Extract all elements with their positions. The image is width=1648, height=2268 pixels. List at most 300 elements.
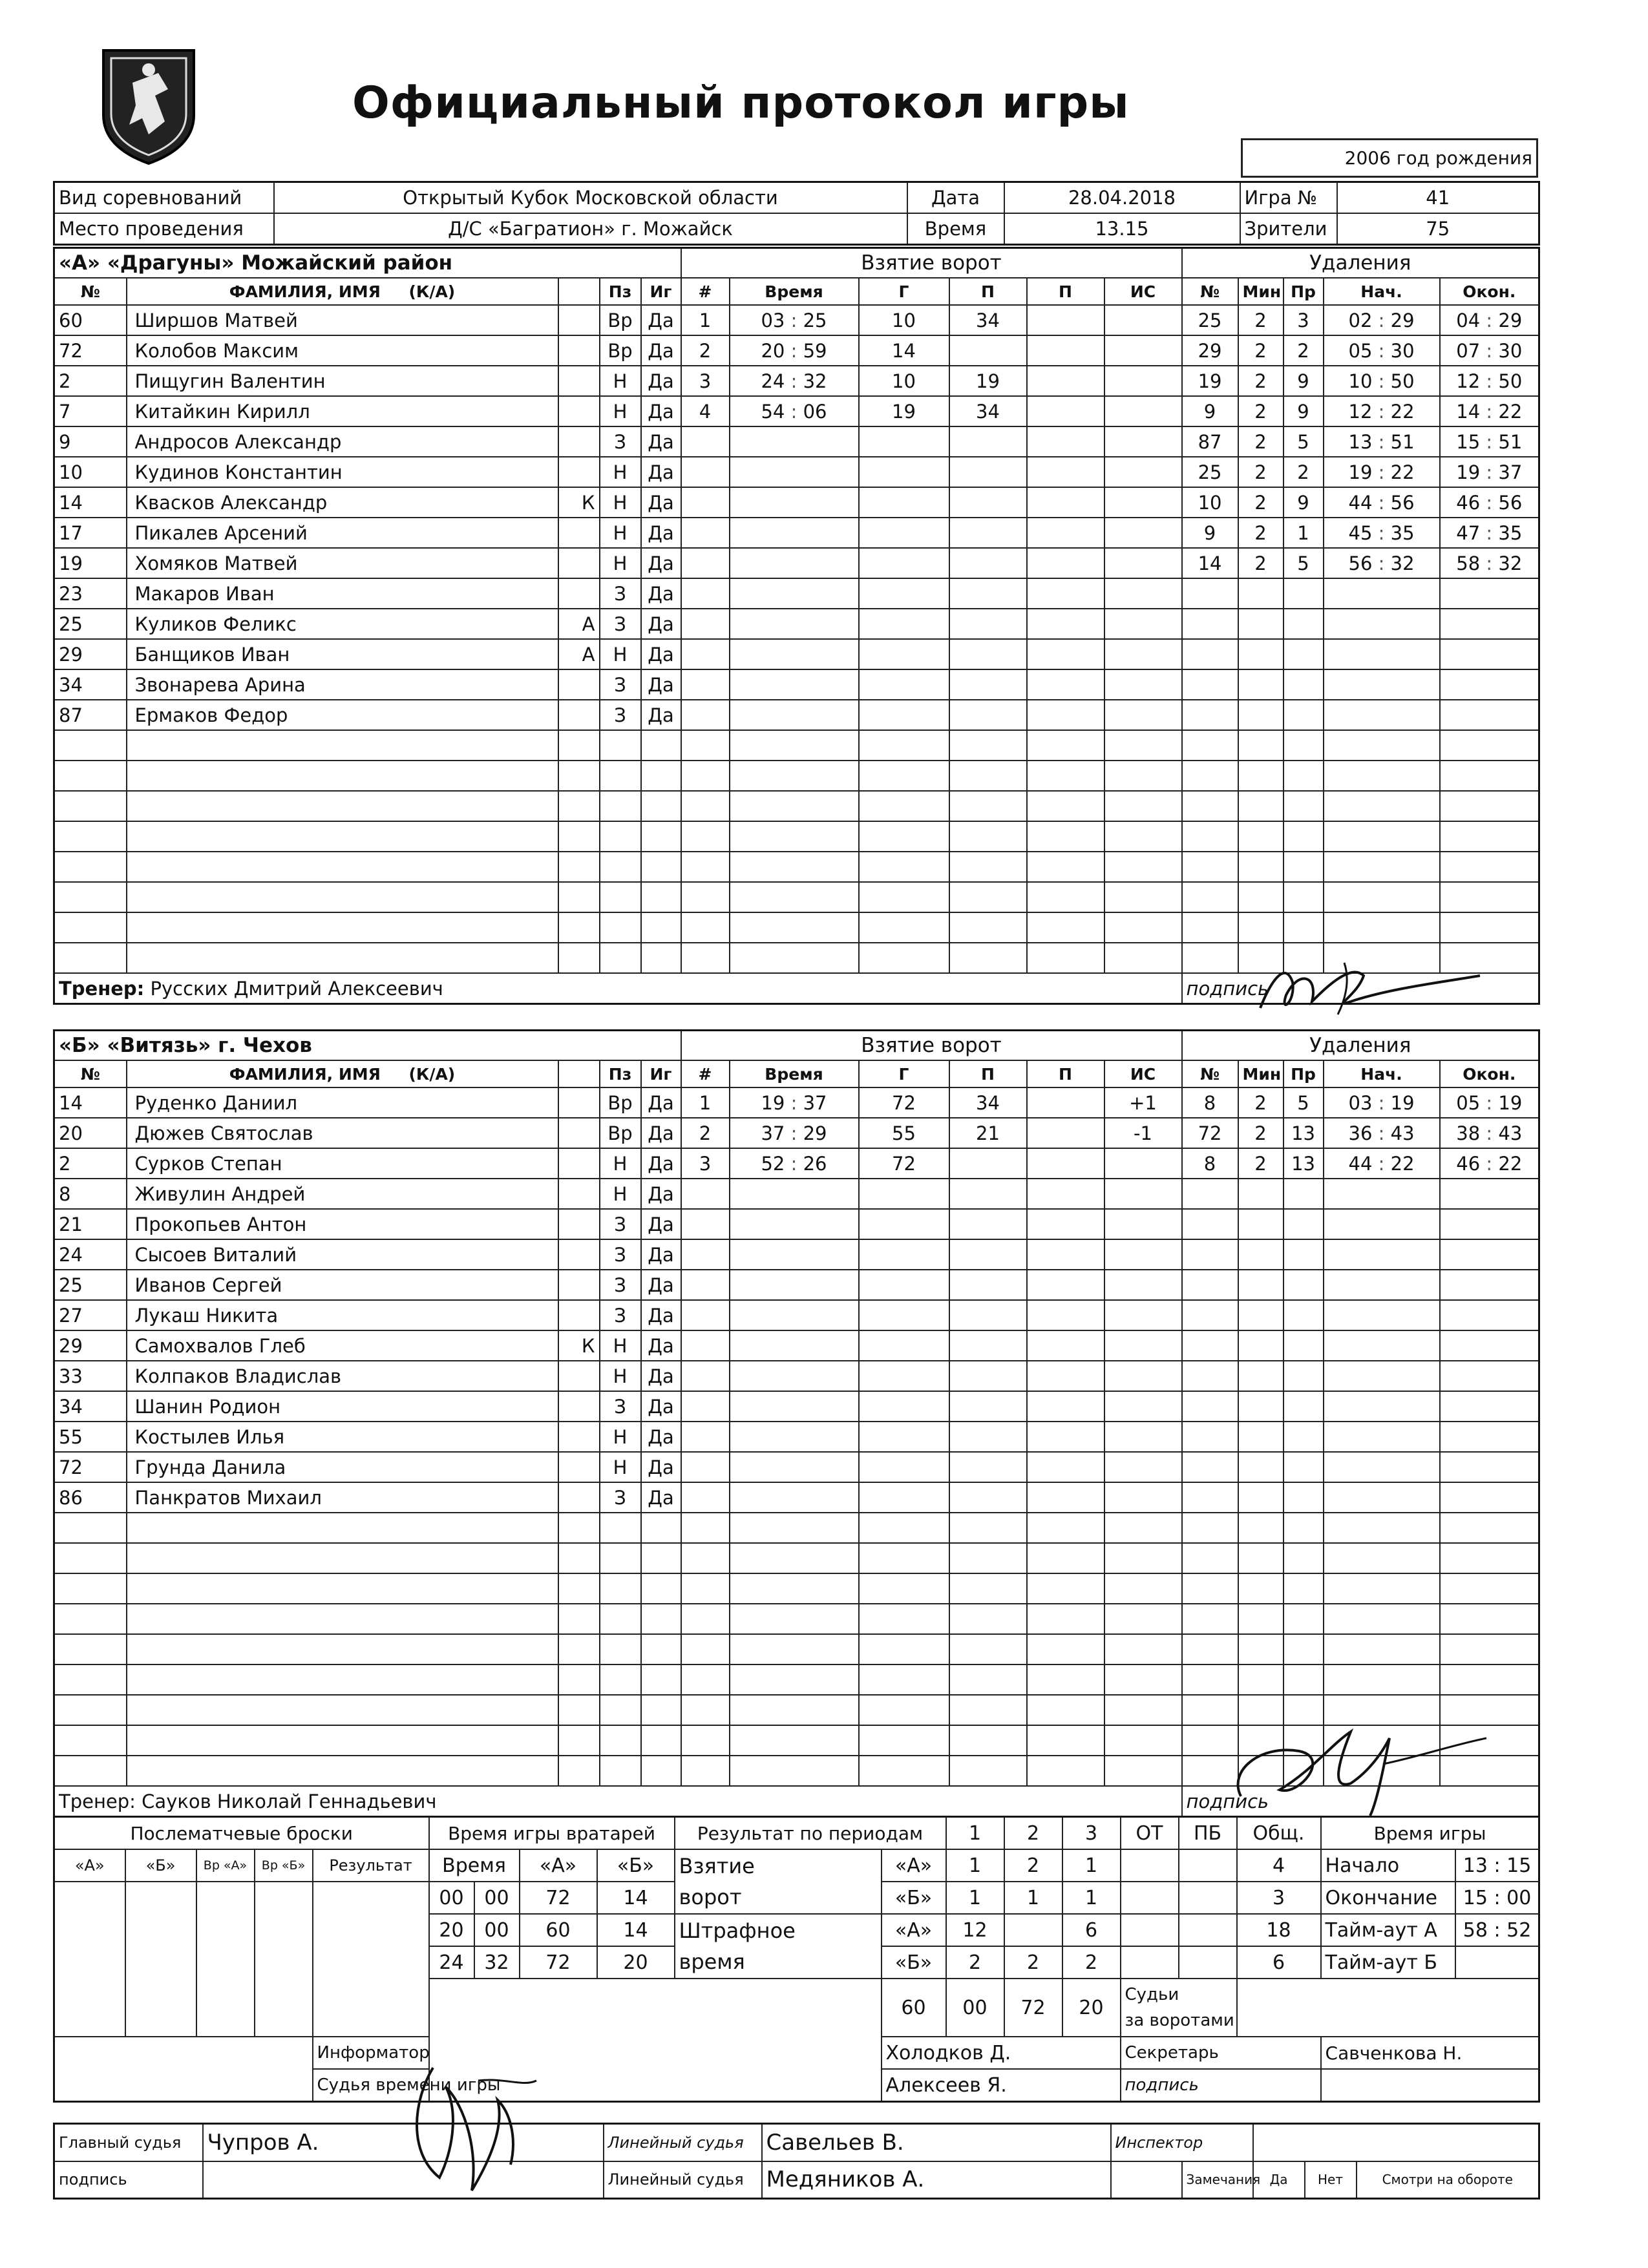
player-position: З xyxy=(600,1209,641,1239)
player-role xyxy=(558,1118,600,1148)
table-row xyxy=(54,669,1539,700)
player-number: 33 xyxy=(54,1361,127,1391)
penalty-reason xyxy=(1284,852,1324,882)
penalty-end xyxy=(1440,852,1539,882)
goal-assist-1 xyxy=(949,669,1027,700)
pim-a-p3: 6 xyxy=(1062,1914,1121,1946)
player-role xyxy=(558,821,600,852)
header-info-table xyxy=(53,181,1540,246)
penalty-player xyxy=(1182,1604,1238,1634)
player-role xyxy=(558,669,600,700)
penalty-start xyxy=(1324,1543,1440,1573)
goal-scorer xyxy=(859,1270,949,1300)
penalty-end xyxy=(1440,1543,1539,1573)
player-role xyxy=(558,1634,600,1664)
goal-assist-2 xyxy=(1027,912,1104,943)
player-number xyxy=(54,1543,127,1573)
goal-strength xyxy=(1104,852,1182,882)
player-position xyxy=(600,761,641,791)
goalie-row-4-mm: 60 xyxy=(882,1979,946,2037)
col-goal-num: # xyxy=(681,278,730,305)
goal-assist-2 xyxy=(1027,1209,1104,1239)
player-name: Самохвалов Глеб xyxy=(127,1330,558,1361)
penalty-start: 56 : 32 xyxy=(1324,548,1440,578)
player-number: 8 xyxy=(54,1179,127,1209)
goal-time xyxy=(730,1209,859,1239)
player-position: Н xyxy=(600,1361,641,1391)
goals-b-p3: 1 xyxy=(1062,1882,1121,1914)
player-number: 72 xyxy=(54,335,127,366)
player-number xyxy=(54,1573,127,1604)
player-role xyxy=(558,1209,600,1239)
table-row xyxy=(54,609,1539,639)
player-number xyxy=(54,1695,127,1725)
penalty-end xyxy=(1440,1300,1539,1330)
player-role xyxy=(558,335,600,366)
goal-number: 4 xyxy=(681,396,730,426)
goal-assist-2 xyxy=(1027,1422,1104,1452)
penalty-player xyxy=(1182,639,1238,669)
goal-strength xyxy=(1104,730,1182,761)
player-number xyxy=(54,761,127,791)
player-role xyxy=(558,1573,600,1604)
goal-assist-2 xyxy=(1027,1087,1104,1118)
player-name: Руденко Даниил xyxy=(127,1087,558,1118)
player-name: Лукаш Никита xyxy=(127,1300,558,1330)
table-row xyxy=(54,1148,1539,1179)
player-played xyxy=(641,1543,681,1573)
goal-assist-2 xyxy=(1027,1300,1104,1330)
goal-time xyxy=(730,1756,859,1786)
league-logo xyxy=(97,44,200,167)
table-row xyxy=(54,518,1539,548)
penalty-reason xyxy=(1284,882,1324,912)
penalty-end xyxy=(1440,1361,1539,1391)
penalty-end: 58 : 32 xyxy=(1440,548,1539,578)
player-role xyxy=(558,1087,600,1118)
venue-label: Место проведения xyxy=(54,213,274,245)
goal-judges-value xyxy=(1237,1979,1539,2037)
penalty-end: 05 : 19 xyxy=(1440,1087,1539,1118)
player-name: Андросов Александр xyxy=(127,426,558,457)
player-number: 55 xyxy=(54,1422,127,1452)
team-b-coach-signature xyxy=(1221,1706,1493,1816)
player-number: 86 xyxy=(54,1482,127,1513)
penalty-minutes xyxy=(1238,1209,1284,1239)
player-role xyxy=(558,1270,600,1300)
goal-assist-1 xyxy=(949,1725,1027,1756)
spectators-value: 75 xyxy=(1337,213,1539,245)
goal-assist-2 xyxy=(1027,457,1104,487)
penalty-player xyxy=(1182,882,1238,912)
informer-label: Информатор xyxy=(313,2037,474,2069)
secretary-label: Секретарь xyxy=(1121,2037,1321,2069)
goal-assist-2 xyxy=(1027,1664,1104,1695)
player-role xyxy=(558,700,600,730)
timeout-b-label: Тайм-аут Б xyxy=(1321,1946,1455,1979)
penalty-end xyxy=(1440,1634,1539,1664)
goal-time xyxy=(730,1179,859,1209)
goal-strength xyxy=(1104,518,1182,548)
team-b-penalties-title: Удаления xyxy=(1182,1031,1539,1061)
player-played xyxy=(641,852,681,882)
goal-assist-2 xyxy=(1027,609,1104,639)
player-name xyxy=(127,1695,558,1725)
goal-time xyxy=(730,1725,859,1756)
team-b-goals-title: Взятие ворот xyxy=(681,1031,1182,1061)
goal-number xyxy=(681,518,730,548)
penalty-end xyxy=(1440,1573,1539,1604)
player-played xyxy=(641,1604,681,1634)
goal-strength xyxy=(1104,426,1182,457)
table-row xyxy=(54,548,1539,578)
penalty-end: 47 : 35 xyxy=(1440,518,1539,548)
penalty-start: 02 : 29 xyxy=(1324,305,1440,335)
player-position xyxy=(600,1756,641,1786)
goal-time xyxy=(730,578,859,609)
player-played: Да xyxy=(641,1330,681,1361)
col-pen-end: Окон. xyxy=(1440,1060,1539,1087)
player-role xyxy=(558,1664,600,1695)
penalty-reason xyxy=(1284,1179,1324,1209)
goal-scorer xyxy=(859,548,949,578)
goal-number xyxy=(681,1300,730,1330)
table-row xyxy=(54,700,1539,730)
player-role xyxy=(558,730,600,761)
col-pz: Пз xyxy=(600,1060,641,1087)
table-row xyxy=(54,487,1539,518)
player-number: 14 xyxy=(54,487,127,518)
goal-time xyxy=(730,821,859,852)
penalty-player xyxy=(1182,943,1238,973)
pim-label: Штрафное время xyxy=(675,1914,882,1979)
player-name xyxy=(127,730,558,761)
player-role: К xyxy=(558,487,600,518)
penalty-start xyxy=(1324,791,1440,821)
goal-scorer xyxy=(859,578,949,609)
table-row xyxy=(54,761,1539,791)
goal-assist-2 xyxy=(1027,426,1104,457)
player-name: Квасков Александр xyxy=(127,487,558,518)
shootout-goalie-a-cell xyxy=(196,1882,255,2037)
player-position: Н xyxy=(600,487,641,518)
penalty-reason xyxy=(1284,609,1324,639)
col-name: ФАМИЛИЯ, ИМЯ (К/А) xyxy=(127,1060,558,1087)
player-played xyxy=(641,1725,681,1756)
penalty-start: 05 : 30 xyxy=(1324,335,1440,366)
penalty-start xyxy=(1324,639,1440,669)
penalty-reason xyxy=(1284,1270,1324,1300)
player-position: Н xyxy=(600,548,641,578)
penalty-start xyxy=(1324,730,1440,761)
goal-number xyxy=(681,1756,730,1786)
goal-assist-1 xyxy=(949,761,1027,791)
goal-number xyxy=(681,1543,730,1573)
goal-assist-1: 34 xyxy=(949,305,1027,335)
penalty-start xyxy=(1324,1482,1440,1513)
birth-year: 2006 год рождения xyxy=(1242,140,1537,177)
shootout-result: Результат xyxy=(313,1849,429,1882)
penalty-reason xyxy=(1284,1391,1324,1422)
player-name: Хомяков Матвей xyxy=(127,548,558,578)
penalty-player: 8 xyxy=(1182,1087,1238,1118)
goal-assist-2 xyxy=(1027,1330,1104,1361)
player-name xyxy=(127,1513,558,1543)
goal-strength xyxy=(1104,821,1182,852)
summary-table xyxy=(53,1816,1540,2103)
penalty-reason xyxy=(1284,761,1324,791)
penalty-start xyxy=(1324,578,1440,609)
goal-strength xyxy=(1104,1361,1182,1391)
table-row xyxy=(54,1361,1539,1391)
player-position xyxy=(600,730,641,761)
goal-number xyxy=(681,912,730,943)
player-position: Н xyxy=(600,518,641,548)
player-number: 10 xyxy=(54,457,127,487)
penalty-minutes xyxy=(1238,1422,1284,1452)
player-position xyxy=(600,1634,641,1664)
player-played: Да xyxy=(641,1148,681,1179)
period-2-head: 2 xyxy=(1004,1817,1062,1850)
linesman-1-label: Линейный судья xyxy=(604,2124,762,2161)
end-value: 15 : 00 xyxy=(1455,1882,1539,1914)
player-number xyxy=(54,730,127,761)
player-number: 9 xyxy=(54,426,127,457)
penalty-reason: 13 xyxy=(1284,1118,1324,1148)
player-played xyxy=(641,1756,681,1786)
player-number: 7 xyxy=(54,396,127,426)
player-number xyxy=(54,1604,127,1634)
timeout-a-label: Тайм-аут А xyxy=(1321,1914,1455,1946)
player-position: З xyxy=(600,609,641,639)
penalty-end xyxy=(1440,1330,1539,1361)
player-role xyxy=(558,1604,600,1634)
player-name xyxy=(127,852,558,882)
goal-number xyxy=(681,1482,730,1513)
penalty-minutes: 2 xyxy=(1238,518,1284,548)
penalty-start: 12 : 22 xyxy=(1324,396,1440,426)
shootout-b: «Б» xyxy=(125,1849,196,1882)
goal-time xyxy=(730,1482,859,1513)
timeout-b-value xyxy=(1455,1946,1539,1979)
pim-b-total: 6 xyxy=(1237,1946,1321,1979)
player-played: Да xyxy=(641,1239,681,1270)
penalty-reason xyxy=(1284,1239,1324,1270)
spectators-label: Зрители xyxy=(1240,213,1337,245)
penalty-start xyxy=(1324,1179,1440,1209)
date-label: Дата xyxy=(907,182,1004,214)
period-1-head: 1 xyxy=(946,1817,1004,1850)
goal-strength xyxy=(1104,366,1182,396)
goal-assist-1 xyxy=(949,1634,1027,1664)
goal-time xyxy=(730,669,859,700)
player-played: Да xyxy=(641,366,681,396)
penalty-reason xyxy=(1284,821,1324,852)
table-row xyxy=(54,730,1539,761)
timekeeper-value: Алексеев Я. xyxy=(882,2069,1121,2102)
penalty-reason: 3 xyxy=(1284,305,1324,335)
goal-assist-1: 34 xyxy=(949,1087,1027,1118)
player-name: Пикалев Арсений xyxy=(127,518,558,548)
goal-scorer xyxy=(859,487,949,518)
table-row xyxy=(54,882,1539,912)
penalty-start xyxy=(1324,1573,1440,1604)
goal-time xyxy=(730,1452,859,1482)
goal-number xyxy=(681,1573,730,1604)
penalty-minutes xyxy=(1238,852,1284,882)
remarks-label: Замечания xyxy=(1182,2161,1253,2199)
penalty-end xyxy=(1440,639,1539,669)
player-position: Вр xyxy=(600,305,641,335)
penalty-player xyxy=(1182,1270,1238,1300)
player-position: З xyxy=(600,426,641,457)
penalty-minutes xyxy=(1238,1179,1284,1209)
penalty-start xyxy=(1324,1391,1440,1422)
penalty-reason xyxy=(1284,1422,1324,1452)
goal-assist-1 xyxy=(949,730,1027,761)
goal-assist-2 xyxy=(1027,1634,1104,1664)
goal-time xyxy=(730,882,859,912)
goal-time xyxy=(730,1573,859,1604)
player-name xyxy=(127,1725,558,1756)
goal-scorer xyxy=(859,1482,949,1513)
penalty-minutes xyxy=(1238,730,1284,761)
goal-assist-2 xyxy=(1027,518,1104,548)
player-played xyxy=(641,1634,681,1664)
player-name xyxy=(127,761,558,791)
penalty-reason xyxy=(1284,639,1324,669)
goal-assist-2 xyxy=(1027,943,1104,973)
goal-assist-1 xyxy=(949,578,1027,609)
penalty-minutes xyxy=(1238,1270,1284,1300)
goal-number xyxy=(681,1270,730,1300)
goal-strength xyxy=(1104,487,1182,518)
goal-time xyxy=(730,518,859,548)
team-b-table xyxy=(53,1029,1540,1818)
goal-number xyxy=(681,1725,730,1756)
player-name: Сысоев Виталий xyxy=(127,1239,558,1270)
penalty-reason: 9 xyxy=(1284,366,1324,396)
penalty-reason xyxy=(1284,1209,1324,1239)
table-row xyxy=(54,1634,1539,1664)
goalie-row-3-a: 72 xyxy=(520,1946,597,1979)
penalty-player xyxy=(1182,1664,1238,1695)
penalty-start xyxy=(1324,1209,1440,1239)
goal-strength xyxy=(1104,1543,1182,1573)
goal-assist-1 xyxy=(949,882,1027,912)
team-a-table xyxy=(53,247,1540,1005)
penalty-end xyxy=(1440,791,1539,821)
penalty-start xyxy=(1324,1361,1440,1391)
player-played: Да xyxy=(641,1118,681,1148)
penalty-start xyxy=(1324,1239,1440,1270)
pim-b-pb xyxy=(1179,1946,1237,1979)
player-role xyxy=(558,518,600,548)
team-b-rows xyxy=(54,1087,1539,1786)
table-row xyxy=(54,335,1539,366)
goal-time: 03 : 25 xyxy=(730,305,859,335)
player-position: З xyxy=(600,669,641,700)
penalty-player xyxy=(1182,578,1238,609)
team-a-rows xyxy=(54,305,1539,973)
goal-number xyxy=(681,1330,730,1361)
player-played: Да xyxy=(641,1361,681,1391)
goal-assist-1 xyxy=(949,1452,1027,1482)
penalty-player xyxy=(1182,1391,1238,1422)
player-position: Вр xyxy=(600,335,641,366)
goal-scorer xyxy=(859,609,949,639)
penalty-minutes xyxy=(1238,578,1284,609)
goal-assist-1 xyxy=(949,700,1027,730)
goal-scorer xyxy=(859,1422,949,1452)
goal-assist-1 xyxy=(949,1604,1027,1634)
penalty-start xyxy=(1324,1513,1440,1543)
penalty-player xyxy=(1182,761,1238,791)
goal-time xyxy=(730,852,859,882)
chief-referee-value: Чупров А. xyxy=(203,2124,604,2161)
goal-strength xyxy=(1104,943,1182,973)
goal-number xyxy=(681,1695,730,1725)
penalty-player xyxy=(1182,821,1238,852)
venue-value: Д/С «Багратион» г. Можайск xyxy=(274,213,907,245)
goal-time xyxy=(730,1270,859,1300)
goal-assist-1 xyxy=(949,1270,1027,1300)
goal-assist-2 xyxy=(1027,761,1104,791)
player-number xyxy=(54,882,127,912)
penalty-start xyxy=(1324,669,1440,700)
penalty-player: 87 xyxy=(1182,426,1238,457)
player-number: 34 xyxy=(54,1391,127,1422)
player-position: Вр xyxy=(600,1118,641,1148)
total-head: Общ. xyxy=(1237,1817,1321,1850)
player-role xyxy=(558,1756,600,1786)
goal-assist-2 xyxy=(1027,335,1104,366)
player-name: Колпаков Владислав xyxy=(127,1361,558,1391)
table-row xyxy=(54,1330,1539,1361)
penalty-minutes xyxy=(1238,1604,1284,1634)
goal-strength xyxy=(1104,1725,1182,1756)
shootout-goalie-b: Вр «Б» xyxy=(255,1849,313,1882)
player-name xyxy=(127,1543,558,1573)
goal-assist-2 xyxy=(1027,1391,1104,1422)
goal-scorer xyxy=(859,791,949,821)
goal-strength xyxy=(1104,1482,1182,1513)
shootout-goalie-a: Вр «А» xyxy=(196,1849,255,1882)
player-played: Да xyxy=(641,518,681,548)
competition-label: Вид соревнований xyxy=(54,182,274,214)
start-label: Начало xyxy=(1321,1849,1455,1882)
col-pen-reason: Пр xyxy=(1284,1060,1324,1087)
goal-scorer xyxy=(859,1330,949,1361)
player-number xyxy=(54,791,127,821)
goal-assist-1 xyxy=(949,1209,1027,1239)
goal-number: 2 xyxy=(681,335,730,366)
goals-a-total: 4 xyxy=(1237,1849,1321,1882)
date-value: 28.04.2018 xyxy=(1004,182,1240,214)
goal-number xyxy=(681,609,730,639)
goal-number xyxy=(681,457,730,487)
goal-time xyxy=(730,730,859,761)
goals-label: Взятие ворот xyxy=(675,1849,882,1914)
goalie-row-1-b: 14 xyxy=(597,1882,675,1914)
goal-number: 2 xyxy=(681,1118,730,1148)
goal-strength xyxy=(1104,1209,1182,1239)
goal-assist-1 xyxy=(949,1756,1027,1786)
col-pen-min: Мин xyxy=(1238,278,1284,305)
goal-strength xyxy=(1104,1604,1182,1634)
goal-number xyxy=(681,852,730,882)
goalie-row-4-a: 72 xyxy=(1004,1979,1062,2037)
